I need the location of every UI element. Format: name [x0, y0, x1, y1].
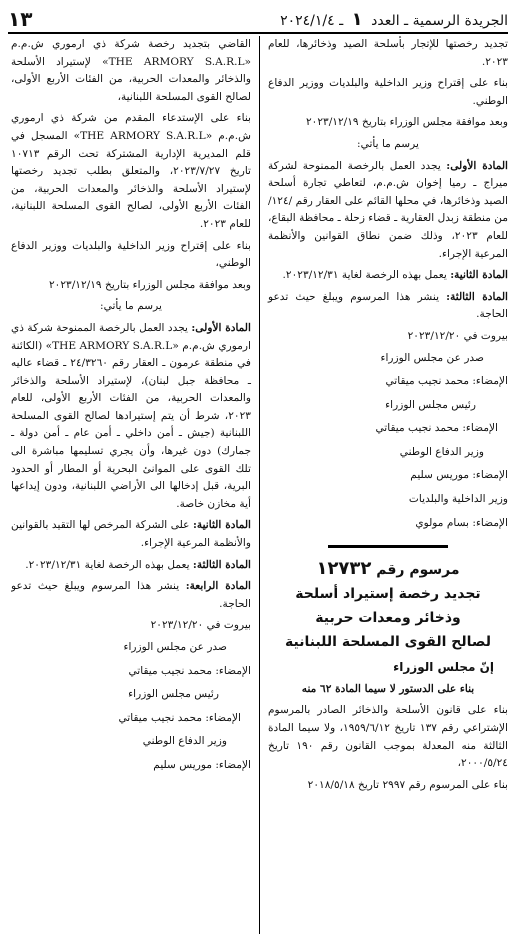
article-text: على الشركة المرخص لها التقيد بالقوانين والأنظمة المرعية الإجراء. [11, 519, 251, 550]
decree-number: ١٢٧٣٢ [316, 558, 372, 580]
paragraph: وبعد موافقة مجلس الوزراء بتاريخ ٢٠٢٣/١٢/١٩ [305, 116, 508, 129]
article-3 [11, 557, 251, 575]
article-title: المادة الأولى: [446, 159, 508, 172]
article-3 [268, 289, 508, 324]
signature-line: الإمضاء: محمد نجيب ميقاتي [128, 664, 251, 677]
decree-heading [268, 558, 508, 581]
article-2 [268, 267, 508, 285]
article-text: يجدد العمل بالرخصة الممنوحة لشركة ميراج ـ رميا إخوان ش.م.م، لتعاطي تجارة أسلحة الصيد وذخائرها، في محلها القائم على العقار رقم /١٢٤/ من منطقة زبدل العقارية ـ قضاء زحلة ـ محافظة البقاع، للعام ٢٠٢٣، وذلك ضمن نطاق القوانين والأنظمة المرعية الإجراء. [268, 159, 508, 260]
page-number: ١٣ [8, 7, 33, 31]
header-issue-info [280, 9, 508, 30]
article-title: المادة الأولى: [191, 321, 251, 334]
signature-line: الإمضاء: موريس سليم [153, 758, 251, 771]
paragraph: بناء على المرسوم رقم ٢٩٩٧ تاريخ ٢٠١٨/٥/١٨ [307, 778, 508, 791]
signature-line: الإمضاء: محمد نجيب ميقاتي [375, 422, 498, 435]
section-ornament [268, 538, 508, 554]
issue-date: ٢٠٢٤/١/٤ [280, 12, 335, 29]
council-heading: إنّ مجلس الوزراء [393, 660, 494, 675]
signature-line: وزير الدفاع الوطني [399, 445, 484, 458]
decree-formula: يرسم ما يأتي: [100, 300, 162, 313]
header-separator: ـ [339, 12, 344, 29]
page-header [8, 6, 508, 34]
signature-line: الإمضاء: بسام مولوي [415, 516, 508, 529]
article-title: المادة الثالثة: [192, 558, 251, 571]
paragraph: بناء على إقتراح وزير الداخلية والبلديات ووزير الدفاع الوطني، [11, 239, 251, 270]
signature-line: الإمضاء: محمد نجيب ميقاتي [385, 375, 508, 388]
column-divider [259, 36, 260, 934]
article-title: المادة الثانية: [193, 519, 252, 532]
signature-line: وزير الدفاع الوطني [142, 735, 227, 748]
signature-line: رئيس مجلس الوزراء [128, 688, 219, 701]
columns [8, 36, 508, 934]
signature-line: الإمضاء: موريس سليم [410, 469, 508, 482]
article-text: يعمل بهذه الرخصة لغاية ٢٠٢٣/١٢/٣١. [25, 558, 193, 571]
issue-number: ١ [351, 8, 363, 30]
ornament-bar [328, 545, 448, 548]
signature-line: صدر عن مجلس الوزراء [380, 351, 484, 364]
paragraph: بناء على إقتراح وزير الداخلية والبلديات ووزير الدفاع الوطني. [268, 77, 508, 107]
signature-line: رئيس مجلس الوزراء [385, 398, 476, 411]
paragraph: القاضي بتجديد رخصة شركة ذي ارموري ش.م.م «THE ARMORY S.A.R.L» لإستيراد الأسلحة والذخائر والمعدات الحربية، من الفئات الأربع الأولى، لصالح القوى المسلحة اللبنانية، [11, 38, 251, 103]
signature-line: الإمضاء: محمد نجيب ميقاتي [118, 711, 241, 724]
journal-name: الجريدة الرسمية ـ العدد [371, 12, 508, 29]
paragraph: وبعد موافقة مجلس الوزراء بتاريخ ٢٠٢٣/١٢/١٩ [48, 278, 251, 291]
article-text: يعمل بهذه الرخصة لغاية ٢٠٢٣/١٢/٣١. [282, 269, 451, 282]
signature-line: وزير الداخلية والبلديات [408, 493, 508, 506]
place-date: بيروت في ٢٠٢٣/١٢/٢٠ [407, 329, 508, 342]
decree-title: لصالح القوى المسلحة اللبنانية [285, 634, 491, 651]
article-text: ينشر هذا المرسوم ويبلغ حيث تدعو الحاجة. [11, 580, 251, 610]
article-4 [11, 578, 251, 613]
right-column [262, 36, 508, 934]
paragraph: بناء على الإستدعاء المقدم من شركة ذي ارموري ش.م.م «THE ARMORY S.A.R.L» المسجل في قلم المديرية الإدارية المشتركة تحت الرقم ١٠٧١٣ تاريخ ٢٠٢٣/٧/٢٧، والمتعلق بطلب تجديد رخصتها لإستيراد الأسلحة والذخائر والمعدات الحربية، من الفئات الأربع الأولى، لصالح القوى المسلحة اللبنانية، للعام ٢٠٢٣. [11, 112, 252, 230]
article-text: يجدد العمل بالرخصة الممنوحة شركة ذي ارموري ش.م.م «THE ARMORY S.A.R.L» (الكائنة في منطقة عرمون ـ العقار رقم ٢٤/٣٢٦٠ ـ قضاء عاليه ـ محافظة جبل لبنان)، لإستيراد الأسلحة والذخائر والمعدات الحربية، من الفئات الأربع الأولى، للعام ٢٠٢٣، شرط أن يتم إستيرادها لصالح القوى المسلحة اللبنانية (جيش ـ أمن داخلي ـ أمن عام ـ أمن دولة ـ جمارك) دون غيرها، وأن يجري تسليمها مباشرة الى تلك القوى على الموانئ البحرية أو المطار أو الحدود البرية، قبل إدخالها الى الأراضي اللبنانية، ودون إيداعها أية مخازن خاصة. [11, 321, 251, 510]
decree-title: تجديد رخصة إستيراد أسلحة [295, 586, 481, 603]
place-date: بيروت في ٢٠٢٣/١٢/٢٠ [150, 619, 251, 632]
article-title: المادة الرابعة: [185, 580, 251, 593]
article-1 [11, 320, 251, 514]
decree-title: وذخائر ومعدات حربية [315, 610, 461, 627]
article-title: المادة الثالثة: [446, 290, 508, 303]
signature-line: صدر عن مجلس الوزراء [123, 641, 227, 653]
decree-label: مرسوم رقم [376, 562, 460, 579]
article-2 [11, 517, 251, 552]
article-title: المادة الثانية: [450, 269, 508, 282]
left-column [11, 36, 257, 934]
article-1 [268, 158, 508, 264]
article-text: ينشر هذا المرسوم ويبلغ حيث تدعو الحاجة. [268, 290, 508, 321]
constitution-clause: بناء على الدستور لا سيما المادة ٦٢ منه [301, 682, 475, 695]
paragraph: تجديد رخصتها للإتجار بأسلحة الصيد وذخائرها، للعام ٢٠٢٣. [268, 38, 508, 68]
paragraph: بناء على قانون الأسلحة والذخائر الصادر بالمرسوم الإشتراعي رقم ١٣٧ تاريخ ١٩٥٩/٦/١٢، ولا سيما المادة الثالثة منه المعدلة بموجب القانون رقم ١٩٠ تاريخ ٢٠٠٠/٥/٢٤، [268, 704, 508, 770]
decree-formula: يرسم ما يأتي: [357, 137, 419, 150]
